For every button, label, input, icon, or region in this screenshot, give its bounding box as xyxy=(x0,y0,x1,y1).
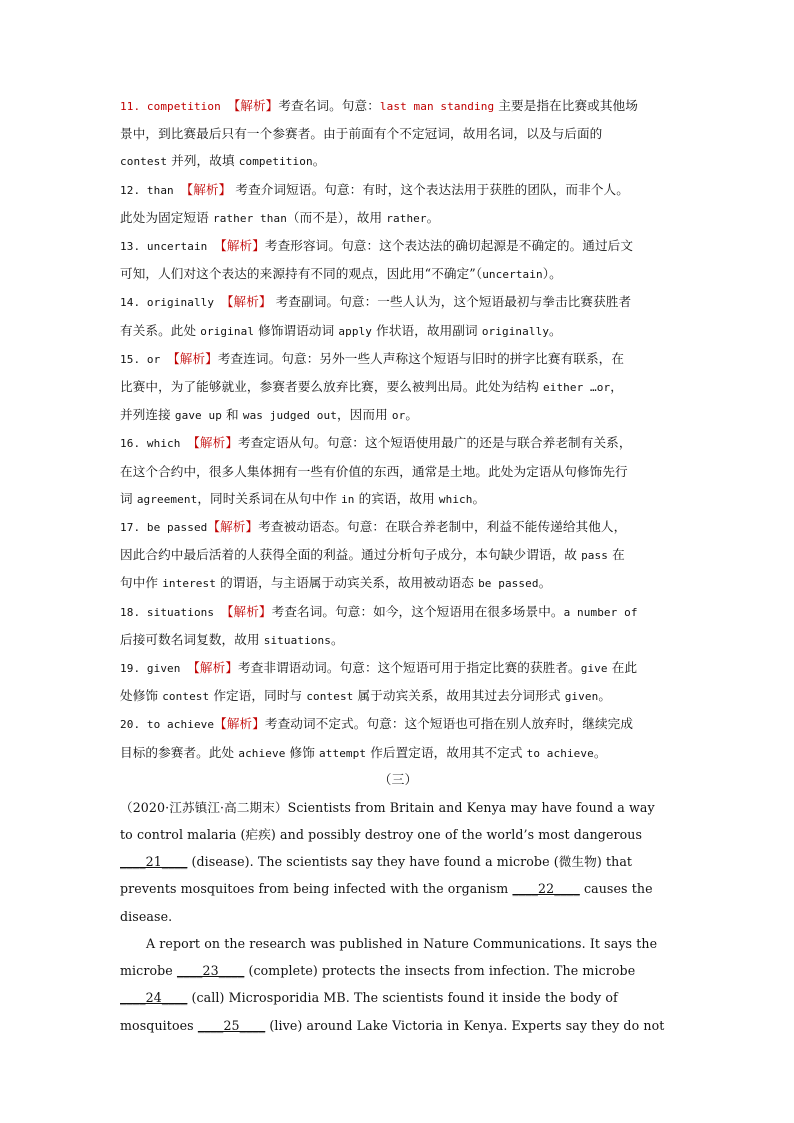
passage-line xyxy=(120,848,676,875)
answer-blank: ____22____ xyxy=(512,881,580,897)
answer-line xyxy=(120,120,676,147)
text-run: 句中作 xyxy=(120,575,163,591)
answer-line xyxy=(120,345,676,373)
text-run: 作定语，同时与 xyxy=(209,688,307,704)
answer-line xyxy=(120,485,676,513)
text-run: be passed xyxy=(478,577,539,591)
answer-line xyxy=(120,260,676,288)
text-run: 因此合约中最后活着的人获得全面的利益。通过分析句子成分，本句缺少谓语，故 xyxy=(120,547,582,563)
answer-item xyxy=(120,513,676,598)
answer-line xyxy=(120,401,676,429)
text-run: 作状语，故用副词 xyxy=(372,322,482,338)
answer-line xyxy=(120,373,676,401)
answer-item xyxy=(120,92,676,176)
text-run: 。 xyxy=(472,490,486,506)
answer-line xyxy=(120,739,676,767)
answer-item xyxy=(120,176,676,232)
answer-blank: ____25____ xyxy=(197,1017,266,1033)
text-run: either …or xyxy=(543,381,611,395)
text-run: 比赛中，为了能够就业，参赛者要么放弃比赛，要么被判出局。此处为结构 xyxy=(120,379,543,395)
answer-item xyxy=(120,429,676,513)
text-run: 处修饰 xyxy=(120,688,163,704)
passage-paragraph xyxy=(120,794,676,930)
text-run: ， xyxy=(610,379,623,395)
text-run: (disease). The scientists say they have found a microbe (微生物) that xyxy=(187,854,633,870)
text-run: contest xyxy=(162,690,210,704)
text-run: 。 xyxy=(312,153,326,169)
text-run: 在这个合约中，很多人集体拥有一些有价值的东西，通常是土地。此处为定语从句修饰先行 xyxy=(120,463,628,479)
part-title: （三） xyxy=(378,772,418,788)
text-run: mosquitoes xyxy=(120,1017,198,1033)
text-run: attempt xyxy=(319,746,367,760)
text-run: 的宾语，故用 xyxy=(354,490,439,506)
text-run: situations xyxy=(263,633,331,647)
text-run: microbe xyxy=(120,963,177,979)
text-run: 在此 xyxy=(607,660,638,676)
text-run: 考查形容词。句意：这个表达法的确切起源是不确定的。通过后文 xyxy=(264,238,634,254)
text-run: agreement xyxy=(136,492,198,506)
text-run: 考查介词短语。句意：有时，这个表达法用于获胜的团队，而非个人。 xyxy=(231,181,629,197)
text-run: 目标的参赛者。此处 xyxy=(120,744,239,760)
text-run: 考查名词。句意： xyxy=(278,98,380,113)
text-run: to control malaria (疟疾) and possibly destroy one of the world’s most dangerous xyxy=(120,827,643,843)
text-run: which xyxy=(438,492,473,506)
text-run: 18. situations xyxy=(120,605,221,619)
answer-line xyxy=(120,176,676,204)
document-page xyxy=(120,92,676,1039)
answer-item xyxy=(120,345,676,430)
highlight-text: 【解析】 xyxy=(187,435,239,451)
text-run: disease. xyxy=(120,908,173,924)
highlight-text: 【解析】 xyxy=(220,294,272,310)
text-run: 此处为固定短语 xyxy=(120,209,213,225)
text-run: pass xyxy=(581,549,608,563)
text-run: or xyxy=(391,409,406,423)
text-run: prevents mosquitoes from being infected with the organism xyxy=(120,881,513,897)
answer-blank: ____21____ xyxy=(120,854,188,870)
text-run: 修饰 xyxy=(285,744,320,760)
text-run: (live) around Lake Victoria in Kenya. Experts say they do not xyxy=(265,1017,665,1033)
answer-item xyxy=(120,232,676,288)
highlight-text: 【解析】 xyxy=(214,238,265,254)
text-run: 15. or xyxy=(120,352,168,366)
text-run: 作后置定语，故用其不定式 xyxy=(366,744,527,760)
text-run: originally xyxy=(481,324,550,338)
passage-line xyxy=(120,957,676,984)
highlight-text: 11. competition xyxy=(120,100,228,113)
answer-line xyxy=(120,513,676,541)
cloze-passage xyxy=(120,794,676,1039)
text-run: achieve xyxy=(238,746,286,760)
text-run: uncertain xyxy=(482,268,543,282)
text-run: give xyxy=(580,662,608,676)
text-run: (complete) protects the insects from infection. The microbe xyxy=(244,963,636,979)
text-run: 14. originally xyxy=(120,296,221,310)
answer-line xyxy=(120,204,676,232)
answer-line xyxy=(120,541,676,569)
text-run: apply xyxy=(338,324,373,338)
passage-line xyxy=(120,794,676,821)
text-run: 12. than xyxy=(120,183,181,197)
text-run: rather xyxy=(386,211,427,225)
text-run: A report on the research was published in Nature Communications. It says the xyxy=(146,935,658,951)
text-run: 和 xyxy=(221,407,243,423)
passage-line xyxy=(120,821,676,848)
text-run: 。 xyxy=(405,407,419,423)
highlight-text: 【解析】 xyxy=(187,660,239,676)
text-run: original xyxy=(200,324,255,338)
text-run: given xyxy=(564,690,599,704)
text-run: （2020·江苏镇江·高二期末）Scientists from Britain and Kenya may have found a way xyxy=(120,799,655,815)
answer-line xyxy=(120,147,676,175)
text-run: ，同时关系词在从句中作 xyxy=(197,490,342,506)
answer-explanations xyxy=(120,92,676,767)
text-run: 19. given xyxy=(120,662,188,676)
answer-line xyxy=(120,654,676,682)
text-run: 属于动宾关系，故用其过去分词形式 xyxy=(353,688,565,704)
text-run: 。 xyxy=(538,575,552,591)
text-run: 主要是指在比赛或其他场 xyxy=(494,98,638,113)
text-run: 考查连词。句意：另外一些人声称这个短语与旧时的拼字比赛有联系，在 xyxy=(217,350,625,366)
text-run: contest xyxy=(120,155,168,169)
text-run: gave up xyxy=(174,409,222,423)
text-run: 考查被动语态。句意：在联合养老制中，利益不能传递给其他人， xyxy=(258,519,627,535)
text-run: ，因而用 xyxy=(336,407,392,423)
highlight-text: 【解析】 xyxy=(227,98,279,113)
answer-item xyxy=(120,288,676,344)
answer-line xyxy=(120,458,676,485)
answer-item xyxy=(120,654,676,710)
text-run: 。 xyxy=(598,688,612,704)
highlight-text: last man standing xyxy=(379,100,495,113)
answer-line xyxy=(120,569,676,597)
text-run: 词 xyxy=(120,490,137,506)
text-run: 。 xyxy=(549,322,562,338)
text-run: 景中，到比赛最后只有一个参赛者。由于前面有个不定冠词，故用名词，以及与后面的 xyxy=(120,126,603,142)
text-run: competition xyxy=(238,155,313,169)
passage-line xyxy=(120,984,676,1011)
text-run: causes the xyxy=(579,881,653,897)
text-run: (call) Microsporidia MB. The scientists found it inside the body of xyxy=(187,990,618,1006)
text-run: 考查副词。句意：一些人认为，这个短语最初与拳击比赛获胜者 xyxy=(271,294,632,310)
text-run: 考查动词不定式。句意：这个短语也可指在别人放弃时，继续完成 xyxy=(264,716,634,732)
highlight-text: 【解析】 xyxy=(220,603,272,619)
answer-line xyxy=(120,682,676,710)
answer-line xyxy=(120,710,676,738)
answer-item xyxy=(120,598,676,654)
text-run: 的谓语，与主语属于动宾关系，故用被动语态 xyxy=(215,575,479,591)
answer-line xyxy=(120,92,676,120)
answer-line xyxy=(120,626,676,654)
passage-line xyxy=(120,875,676,902)
passage-paragraph xyxy=(120,930,676,1039)
text-run: 。 xyxy=(593,744,607,760)
text-run: 并列连接 xyxy=(120,407,175,423)
text-run: 17. be passed xyxy=(120,521,208,535)
text-run: 考查定语从句。句意：这个短语使用最广的还是与联合养老制有关系， xyxy=(238,435,632,451)
text-run: 可知，人们对这个表达的来源持有不同的观点，因此用“不确定”（ xyxy=(120,266,483,282)
text-run: in xyxy=(341,492,355,506)
highlight-text: 【解析】 xyxy=(167,350,218,366)
answer-blank: ____23____ xyxy=(176,963,245,979)
answer-line xyxy=(120,429,676,457)
text-run: 后接可数名词复数，故用 xyxy=(120,631,264,647)
text-run: 。 xyxy=(426,209,440,225)
text-run: was judged out xyxy=(242,409,337,423)
text-run: 有关系。此处 xyxy=(120,322,201,338)
text-run: 16. which xyxy=(120,437,188,451)
text-run: rather than xyxy=(212,211,287,225)
text-run: to achieve xyxy=(526,746,594,760)
text-run: 并列，故填 xyxy=(167,153,239,169)
passage-line xyxy=(120,930,676,957)
text-run: 在 xyxy=(607,547,625,563)
text-run: 20. to achieve xyxy=(120,718,215,732)
text-run: 考查名词。句意：如今，这个短语用在很多场景中。 xyxy=(271,603,564,619)
answer-blank: ____24____ xyxy=(120,990,188,1006)
highlight-text: 【解析】 xyxy=(207,519,259,535)
highlight-text: 【解析】 xyxy=(214,716,265,732)
passage-line xyxy=(120,1012,676,1039)
passage-line xyxy=(120,903,676,930)
text-run: 13. uncertain xyxy=(120,240,215,254)
text-run: contest xyxy=(306,690,354,704)
answer-line xyxy=(120,232,676,260)
answer-line xyxy=(120,317,676,345)
text-run: 考查非谓语动词。句意：这个短语可用于指定比赛的获胜者。 xyxy=(238,660,581,676)
text-run: interest xyxy=(162,577,216,591)
answer-line xyxy=(120,598,676,626)
text-run: （而不是），故用 xyxy=(286,209,387,225)
text-run: 修饰谓语动词 xyxy=(254,322,339,338)
text-run: ）。 xyxy=(542,266,562,282)
answer-line xyxy=(120,288,676,316)
text-run: 。 xyxy=(330,631,344,647)
answer-item xyxy=(120,710,676,766)
text-run: a number of xyxy=(563,605,638,619)
highlight-text: 【解析】 xyxy=(180,181,232,197)
